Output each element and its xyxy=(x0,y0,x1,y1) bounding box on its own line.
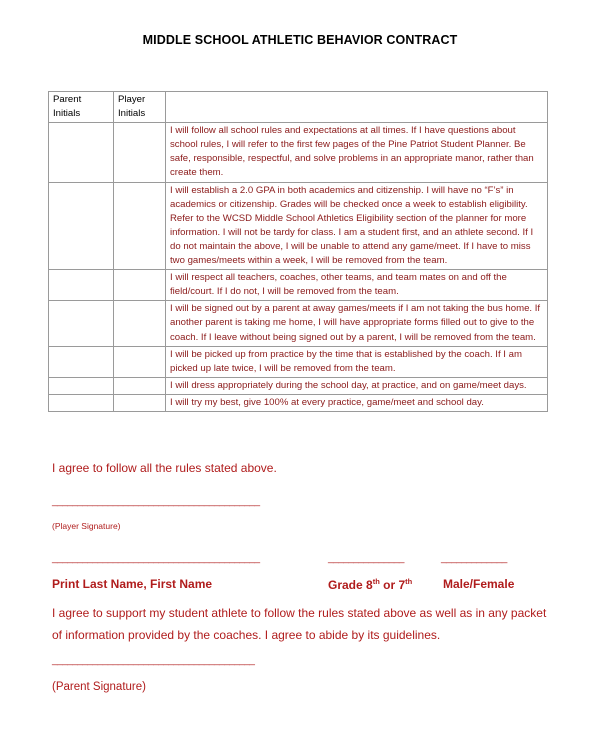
player-initials-cell[interactable] xyxy=(114,123,166,182)
player-initials-cell[interactable] xyxy=(114,182,166,270)
parent-agreement-line-1: I agree to support my student athlete to follow the rules stated above as well as in any packet xyxy=(52,606,547,620)
table-row xyxy=(49,394,548,411)
gender-label: Male/Female xyxy=(443,577,515,591)
player-signature-line[interactable]: _________________________________________ xyxy=(52,496,260,507)
player-initials-cell[interactable] xyxy=(114,346,166,377)
parent-initials-cell[interactable] xyxy=(49,182,114,270)
parent-initials-cell[interactable] xyxy=(49,346,114,377)
rule-text: I will follow all school rules and expectations at all times. If I have questions about school rules, I will refer to the first few pages of the Pine Patriot Student Planner. Be safe, responsible, respectful, and solve problems in an appropriate manor, rather than create them. xyxy=(166,123,548,182)
rule-text: I will be signed out by a parent at away games/meets if I am not taking the bus home. If another parent is taking me home, I will have appropriate forms filled out to give to the coach. If I leave without being signed out by a parent, I will be removed from the team. xyxy=(166,301,548,346)
parent-signature-line[interactable]: ________________________________________ xyxy=(52,655,255,666)
gender-line[interactable]: _____________ xyxy=(441,553,507,564)
parent-initials-cell[interactable] xyxy=(49,123,114,182)
player-initials-cell[interactable] xyxy=(114,301,166,346)
rule-text: I will be picked up from practice by the time that is established by the coach. If I am picked up late twice, I will be removed from the team. xyxy=(166,346,548,377)
grade-prefix: Grade 8 xyxy=(328,578,373,592)
player-agreement-text: I agree to follow all the rules stated above. xyxy=(52,461,277,475)
contract-table xyxy=(48,91,548,412)
player-signature-label: (Player Signature) xyxy=(52,521,121,531)
player-initials-cell[interactable] xyxy=(114,377,166,394)
parent-initials-cell[interactable] xyxy=(49,394,114,411)
table-row xyxy=(49,301,548,346)
player-initials-cell[interactable] xyxy=(114,394,166,411)
print-name-line[interactable]: _________________________________________ xyxy=(52,553,260,564)
table-row xyxy=(49,123,548,182)
table-row xyxy=(49,377,548,394)
table-header-row xyxy=(49,92,548,123)
grade-line[interactable]: _______________ xyxy=(328,553,404,564)
grade-or: or 7 xyxy=(379,578,406,592)
table-row xyxy=(49,346,548,377)
document-title: MIDDLE SCHOOL ATHLETIC BEHAVIOR CONTRACT xyxy=(142,33,458,47)
grade-label xyxy=(328,577,412,592)
header-parent-initials: Parent Initials xyxy=(49,92,114,123)
print-name-label: Print Last Name, First Name xyxy=(52,577,213,591)
parent-signature-label: (Parent Signature) xyxy=(52,681,146,693)
rule-text: I will dress appropriately during the school day, at practice, and on game/meet days. xyxy=(166,377,548,394)
parent-agreement-line-2: of information provided by the coaches. I agree to abide by its guidelines. xyxy=(52,628,441,642)
grade-superscript-1: th xyxy=(372,577,380,586)
parent-initials-cell[interactable] xyxy=(49,270,114,301)
grade-superscript-2: th xyxy=(405,577,413,586)
table-row xyxy=(49,182,548,270)
rule-text: I will respect all teachers, coaches, other teams, and team mates on and off the field/court. If I do not, I will be removed from the team. xyxy=(166,270,548,301)
player-initials-cell[interactable] xyxy=(114,270,166,301)
table-row xyxy=(49,270,548,301)
rule-text: I will establish a 2.0 GPA in both academics and citizenship. I will have no “F’s” in academics or citizenship. Grades will be checked once a week to establish eligibility. Refer to the WCSD Middle School Athletics Eligibility section of the planner for more information. I will not be tardy for class. I am a student first, and an athlete second. If I do not maintain the above, I will be unable to attend any game/meet. If I have to miss two games/meets within a week, I will be removed from the team. xyxy=(166,182,548,270)
header-player-initials: Player Initials xyxy=(114,92,166,123)
parent-initials-cell[interactable] xyxy=(49,377,114,394)
header-blank xyxy=(166,92,548,123)
parent-initials-cell[interactable] xyxy=(49,301,114,346)
rule-text: I will try my best, give 100% at every practice, game/meet and school day. xyxy=(166,394,548,411)
